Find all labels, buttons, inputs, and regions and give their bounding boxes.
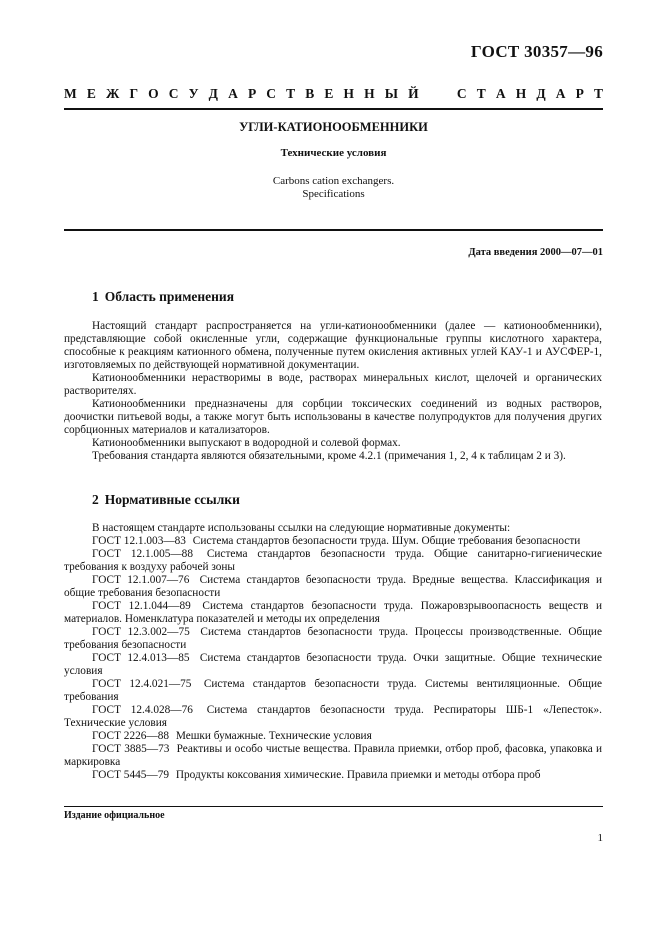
letter: С <box>456 86 467 101</box>
letter: Т <box>593 86 603 101</box>
letter: С <box>168 86 179 101</box>
page-number: 1 <box>597 832 603 844</box>
letter: Д <box>536 86 546 101</box>
letter: Н <box>515 86 527 101</box>
reference-text: Продукты коксования химические. Правила приемки и методы отбора проб <box>175 769 541 781</box>
reference-code: ГОСТ 12.1.005—88 <box>92 548 193 560</box>
reference-code: ГОСТ 2226—88 <box>92 730 169 742</box>
reference-text: Система стандартов безопасности труда. Общие санитарно-гигиенические требования к воздуху рабочей зоны <box>64 548 602 573</box>
reference-item <box>64 743 602 769</box>
letter: Г <box>129 86 139 101</box>
interstate-standard-heading <box>64 86 603 102</box>
reference-item <box>64 626 602 652</box>
footer-divider <box>64 806 603 807</box>
introduction-date: Дата введения 2000—07—01 <box>468 247 603 258</box>
references-intro: В настоящем стандарте использованы ссылки на следующие нормативные документы: <box>92 522 511 534</box>
section-title: Область применения <box>104 289 235 304</box>
reference-code: ГОСТ 12.1.044—89 <box>92 600 191 612</box>
letter: Н <box>343 86 355 101</box>
section-number: 2 <box>92 492 99 507</box>
reference-text: Система стандартов безопасности труда. Вредные вещества. Классификация и общие требования безопасности <box>64 574 602 599</box>
reference-code: ГОСТ 5445—79 <box>92 769 169 781</box>
reference-text: Система стандартов безопасности труда. Очки защитные. Общие технические условия <box>64 652 602 677</box>
letter: М <box>64 86 77 101</box>
section-title: Нормативные ссылки <box>104 492 240 507</box>
reference-text: Система стандартов безопасности труда. Процессы производственные. Общие требования безопасности <box>64 626 602 651</box>
document-subtitle: Технические условия <box>280 147 387 159</box>
section-1-body <box>64 320 602 463</box>
normative-references <box>64 522 602 782</box>
reference-code: ГОСТ 12.3.002—75 <box>92 626 190 638</box>
letter: Т <box>286 86 296 101</box>
letter: Р <box>247 86 257 101</box>
reference-text: Система стандартов безопасности труда. Шум. Общие требования безопасности <box>192 535 581 547</box>
reference-item <box>64 548 602 574</box>
reference-item <box>64 678 602 704</box>
reference-text: Система стандартов безопасности труда. Респираторы ШБ-1 «Лепесток». Технические условия <box>64 704 602 729</box>
paragraph: Настоящий стандарт распространяется на угли-катионообменники (далее — катионообменники), представляющие собой окисленные угли, содержащие функциональные группы кислотного характера, способные к реакциям катионного обмена, полученные путем окисления активных углей КАУ-1 и АУСФЕР-1, изготовляемых по действующей нормативной документации. <box>64 320 602 371</box>
letter: Р <box>575 86 584 101</box>
paragraph: Катионообменники нерастворимы в воде, растворах минеральных кислот, щелочей и органических растворителях. <box>64 372 602 397</box>
reference-item <box>64 652 602 678</box>
letter: Ы <box>384 86 399 101</box>
top-divider <box>64 108 603 110</box>
letter: О <box>148 86 159 101</box>
letter: Е <box>324 86 334 101</box>
english-title-line2: Specifications <box>302 188 365 200</box>
reference-item <box>64 704 602 730</box>
reference-text: Система стандартов безопасности труда. Пожаровзрывоопасность веществ и материалов. Номенклатура показателей и методы их определения <box>64 600 602 625</box>
reference-text: Реактивы и особо чистые вещества. Правила приемки, отбор проб, фасовка, упаковка и маркировка <box>64 743 603 768</box>
english-title <box>64 175 603 201</box>
reference-item <box>64 574 602 600</box>
reference-text: Система стандартов безопасности труда. Системы вентиляционные. Общие требования <box>64 678 603 703</box>
paragraph: Катионообменники выпускают в водородной и солевой формах. <box>92 437 401 449</box>
letter: С <box>266 86 277 101</box>
official-edition-label: Издание официальное <box>64 810 165 821</box>
word-gap <box>429 86 447 102</box>
letter: У <box>188 86 199 101</box>
letter: В <box>305 86 315 101</box>
reference-item <box>64 769 602 782</box>
section-2-heading <box>92 492 240 508</box>
reference-code: ГОСТ 12.4.028—76 <box>92 704 193 716</box>
reference-item <box>64 600 602 626</box>
reference-item <box>64 730 602 743</box>
reference-code: ГОСТ 12.1.007—76 <box>92 574 190 586</box>
section-1-heading <box>92 289 234 305</box>
letter: Е <box>86 86 96 101</box>
reference-code: ГОСТ 3885—73 <box>92 743 170 755</box>
letter: Ж <box>105 86 120 101</box>
section-number: 1 <box>92 289 99 304</box>
reference-code: ГОСТ 12.4.013—85 <box>92 652 190 664</box>
reference-item <box>64 535 602 548</box>
document-title: УГЛИ-КАТИОНООБМЕННИКИ <box>239 120 428 134</box>
english-title-line1: Carbons cation exchangers. <box>272 175 395 187</box>
letter: А <box>228 86 238 101</box>
letter: А <box>495 86 506 101</box>
letter: Д <box>208 86 218 101</box>
letter: Й <box>408 86 419 101</box>
paragraph: Требования стандарта являются обязательными, кроме 4.2.1 (примечания 1, 2, 4 к таблицам 2 и 3). <box>92 450 566 462</box>
title-divider <box>64 229 603 231</box>
reference-code: ГОСТ 12.1.003—83 <box>92 535 186 547</box>
reference-code: ГОСТ 12.4.021—75 <box>92 678 192 690</box>
letter: А <box>555 86 566 101</box>
reference-text: Мешки бумажные. Технические условия <box>175 730 372 742</box>
paragraph: Катионообменники предназначены для сорбции токсических соединений из водных растворов, доочистки питьевой воды, а также могут быть использованы в качестве полупродуктов для получения других сорбционных материалов и катализаторов. <box>64 398 602 436</box>
document-code: ГОСТ 30357—96 <box>470 42 603 61</box>
letter: Т <box>476 86 486 101</box>
letter: Н <box>364 86 375 101</box>
